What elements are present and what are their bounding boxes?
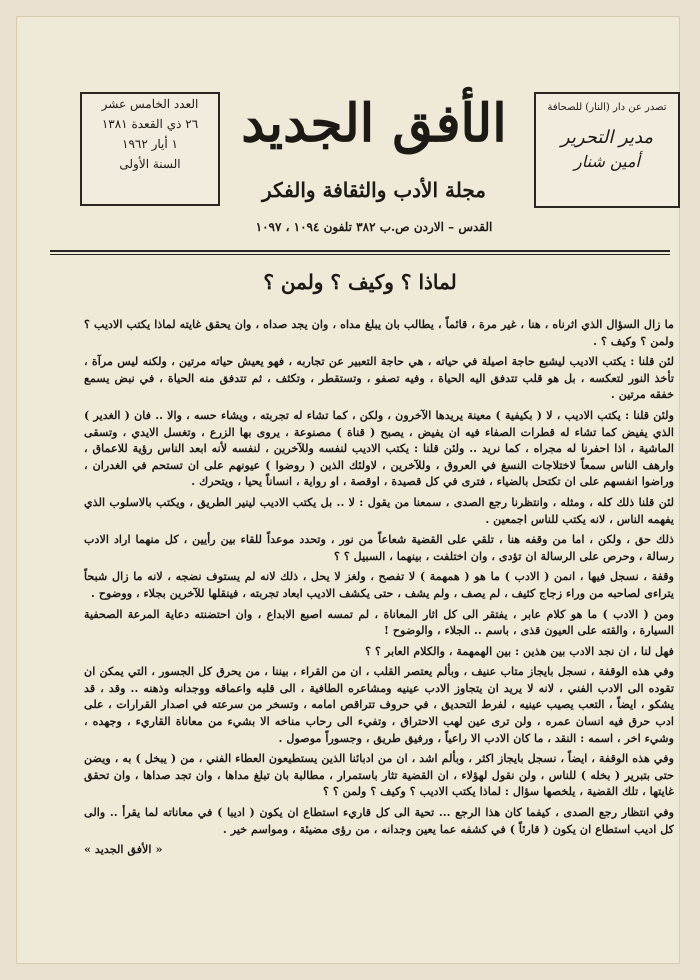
paragraph: وفي هذه الوقفة ، نسجل بايجاز متاب عنيف ، وبألم يعتصر القلب ، ان من القراء ، بيننا ، من يحرق كل الجسور ، التي يمكن ان تقوده الى الادب الفني ، لانه لا يريد ان يتجاوز الادب عينيه ومشاعره الطافية ، الى قلبه واعماقه ووجدانه وذهنه .. وقد ، قد يشكو ، ايضاً ، التعب يصيب عينيه ، لفرط التحديق ، في حروف تتراقص امامه ، وتسخر من سرعته في اصدار القرارات ، على ادب حرق فيه انسان عمره ، ولن ترى عين لهب الاحتراق ، وتفيء الى رحاب مناخه الا بشيء من معاناة القاريء ، وجهده ، وشيء اخر ، اسمه : النقد ، ما كان الادب الا راعياً ، ورفيق طريق ، وجسوراً موصول . bbox=[84, 664, 674, 745]
hijri-date: ٢٦ ذي القعدة ١٣٨١ bbox=[101, 117, 199, 131]
editor-role: مدير التحرير bbox=[560, 127, 654, 148]
paragraph: لئن قلنا ذلك كله ، ومثله ، وانتظرنا رجع الصدى ، سمعنا من يقول : لا .. بل يكتب الاديب لينير الطريق ، ويكتب بالاسلوب الذي يفهمه الناس ، لانه يكتب للناس اجمعين . bbox=[84, 494, 674, 526]
paragraph: وفي هذه الوقفة ، ايضاً ، نسجل بايجاز اكثر ، وبألم اشد ، ان من ادبائنا الذين يستطيعون العطاء الفني ، من ( يبخل ) به ، ويضن حتى بتبرير ( بخله ) للناس ، ولن نقول لهؤلاء ، ان القضية تثار باستمرار ، مطالبة بان تبلغ مداها ، وان تجد صداها ، وان تحقق غايتها ، تلك القضية ، يلخصها سؤال : لماذا يكتب الاديب ؟ وكيف ؟ ولمن ؟ ؟ bbox=[84, 751, 674, 799]
paragraph: وفي انتظار رجع الصدى ، كيفما كان هذا الرجع ... تحية الى كل قاريء استطاع ان يكون ( اديبا ) في معاناته لما يقرأ .. والى كل اديب استطاع ان يكون ( قارئاً ) في كشفه عما يعين وجدانه ، من رؤى مضيئة ، ومواسم خير . bbox=[84, 805, 674, 836]
masthead-divider-thin bbox=[50, 254, 670, 255]
publisher-line: تصدر عن دار (النار) للصحافة bbox=[547, 102, 667, 113]
masthead bbox=[60, 70, 680, 240]
editor-name: أمين شنار bbox=[574, 152, 640, 171]
paragraph: ذلك حق ، ولكن ، اما من وقفه هنا ، تلقي على القضية شعاعاً من نور ، وتحدد موعداً للقاء بين رأيين ، كل منهما اراد الادب رسالة ، وحرص على الرسالة ان تؤدى ، وان اختلفت ، بينهما ، السبيل ؟ ؟ bbox=[84, 532, 674, 563]
paragraph: فهل لنا ، ان نجد الادب بين هذين : بين الهمهمة ، والكلام العابر ؟ ؟ bbox=[365, 643, 674, 658]
paragraph: ولئن قلنا : يكتب الاديب ، لا ( بكيفية ) معينة يريدها الآخرون ، ولكن ، كما تشاء له تجربته ، ويشاء حسه ، والا .. فان ( الغدير ) الذي يفيض كما تشاء له قطرات الصفاء فيه ان يفيض ، يصبح ( قناة ) مصنوعة ، يروى بها الزرع ، وتغسل الايدي ، وتسقى الماشية ، اذا احفرنا له مجراه ، كما نريد .. ولئن قلنا : يكتب الاديب لنفسه وللآخرين ، لنفسه لأنه ابعد الناس رؤية للاعماق ، وارهف الناس سمعاً لاختلاجات النسغ في العروق ، وللآخرين ، لاولئك الذين ( روضوا ) عيونهم على ان تستحم في الغدران ، وراضوا انفسهم على ان تكتحل بالضياء ، فترى في كل قصيدة ، اوقصة ، او رواية ، انساناً يحيا ، ويتحرك . bbox=[84, 407, 674, 489]
paragraph: ومن ( الادب ) ما هو كلام عابر ، يفتقر الى كل اثار المعاناة ، لم تمسه اصبع الابداع ، وان احتضنته دعاية المرعة الصحفية السيارة ، والقته على العيون قذى ، باسم .. الجلاء ، والوضوح ! bbox=[84, 606, 674, 638]
issue-number: العدد الخامس عشر bbox=[101, 97, 199, 111]
publisher-address: القدس – الاردن ص.ب ٣٨٢ تلفون ١٠٩٤ ، ١٠٩٧ bbox=[255, 220, 493, 234]
magazine-subtitle: مجلة الأدب والثقافة والفكر bbox=[262, 178, 486, 202]
article-headline: لماذا ؟ وكيف ؟ ولمن ؟ bbox=[263, 270, 457, 294]
editor-box bbox=[534, 92, 680, 208]
issue-box bbox=[80, 92, 220, 206]
masthead-divider bbox=[50, 250, 670, 252]
paragraph: ما زال السؤال الذي اثرناه ، هنا ، غير مرة ، قائماً ، يطالب بان يبلغ مداه ، وان يجد صداه ، وان يحقق غايته لماذا يكتب الاديب ؟ ولمن ؟ وكيف ؟ . bbox=[84, 317, 674, 348]
magazine-title: الأفق الجديد bbox=[241, 93, 507, 154]
paragraph: لئن قلنا : يكتب الاديب ليشبع حاجة اصيلة في حياته ، هي حاجة التعبير عن تجاربه ، فهو يعيش حياته مرتين ، ولكنه ليس مرآة ، تأخذ النور لتعكسه ، بل هو قلب تتدفق اليه الحياة ، وفيه تصفو ، وتستقطر ، وتكثف ، ثم تتدفق منه الحياة ، في نبض يسمع خفقه مرتين . bbox=[84, 354, 674, 402]
volume-year: السنة الأولى bbox=[119, 157, 181, 171]
gregorian-date: ١ أيار ١٩٦٢ bbox=[122, 137, 178, 151]
paragraph: وقفة ، نسجل فيها ، انمن ( الادب ) ما هو ( همهمة ) لا تفصح ، ولغز لا يحل ، ذلك لانه لم يستوف نضجه ، لانه ما زال شبحاً يتراءى لصاحبه من وراء زجاج كثيف ، لم يصف ، ولم يشف ، حتى يكشف الاديب ابعاد تجربته ، فينقلها للآخرين بجلاء ، ووضوح . bbox=[84, 569, 674, 600]
article-signature: « الأفق الجديد » bbox=[84, 842, 163, 857]
article-body bbox=[84, 316, 674, 948]
